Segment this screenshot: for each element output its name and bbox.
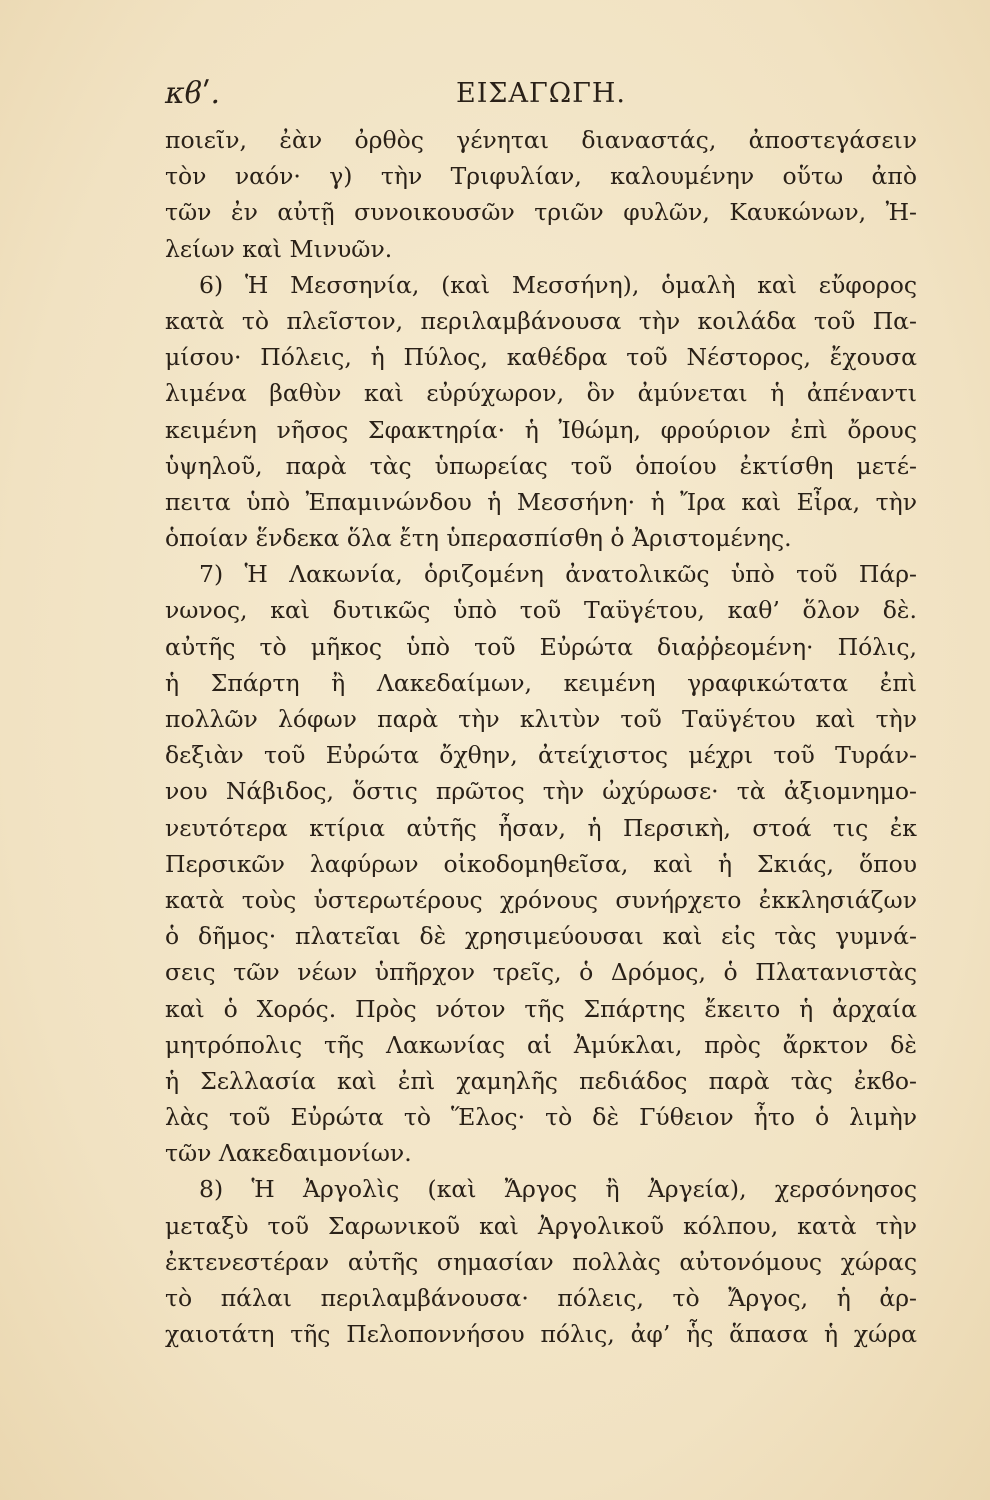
text-line: ὁποίαν ἕνδεκα ὅλα ἔτη ὑπερασπίσθη ὁ Ἀριστομένης. xyxy=(165,524,792,553)
text-line: πειτα ὑπὸ Ἐπαμινώνδου ἡ Μεσσήνη· ἡ Ἴρα καὶ Εἶρα, τὴν xyxy=(165,487,917,516)
text-line: καὶ ὁ Χορός. Πρὸς νότον τῆς Σπάρτης ἔκειτο ἡ ἀρχαία xyxy=(165,994,917,1023)
text-line: ἐκτενεστέραν αὐτῆς σημασίαν πολλὰς αὐτονόμους χώρας xyxy=(165,1247,917,1276)
text-line: μίσου· Πόλεις, ἡ Πύλος, καθέδρα τοῦ Νέστορος, ἔχουσα xyxy=(165,343,917,372)
text-line: ἡ Σπάρτη ἢ Λακεδαίμων, κειμένη γραφικώτατα ἐπὶ xyxy=(165,668,917,697)
text-line: τῶν ἐν αὐτῇ συνοικουσῶν τριῶν φυλῶν, Καυκώνων, Ἠ- xyxy=(165,198,917,227)
paragraph-start-6-messenia: 6) Ἡ Μεσσηνία, (καὶ Μεσσήνη), ὁμαλὴ καὶ εὔφορος xyxy=(199,270,917,299)
text-line: αὐτῆς τὸ μῆκος ὑπὸ τοῦ Εὐρώτα διαῤῥεομένη· Πόλις, xyxy=(165,632,917,661)
body-text xyxy=(165,122,917,1352)
text-line: κατὰ τοὺς ὑστερωτέρους χρόνους συνήρχετο ἐκκλησιάζων xyxy=(165,885,917,914)
running-title: ΕΙΣΑΓΩΓΗ. xyxy=(456,78,626,109)
text-line: τὸ πάλαι περιλαμβάνουσα· πόλεις, τὸ Ἄργος, ἡ ἀρ- xyxy=(165,1284,917,1312)
text-line: Περσικῶν λαφύρων οἰκοδομηθεῖσα, καὶ ἡ Σκιάς, ὅπου xyxy=(165,849,917,878)
text-line: λείων καὶ Μινυῶν. xyxy=(165,234,393,263)
text-line: κειμένη νῆσος Σφακτηρία· ἡ Ἰθώμη, φρούριον ἐπὶ ὄρους xyxy=(165,415,917,444)
text-line: πολλῶν λόφων παρὰ τὴν κλιτὺν τοῦ Ταϋγέτου καὶ τὴν xyxy=(165,705,917,733)
text-line: τὸν ναόν· γ) τὴν Τριφυλίαν, καλουμένην οὕτω ἀπὸ xyxy=(165,162,917,191)
text-line: μεταξὺ τοῦ Σαρωνικοῦ καὶ Ἀργολικοῦ κόλπου, κατὰ τὴν xyxy=(165,1211,917,1240)
paragraph-start-8-argolis: 8) Ἡ Ἀργολὶς (καὶ Ἄργος ἢ Ἀργεία), χερσόνησος xyxy=(199,1175,917,1204)
text-line: νωνος, καὶ δυτικῶς ὑπὸ τοῦ Ταϋγέτου, καθ’ ὅλον δὲ. xyxy=(165,596,917,625)
paragraph-start-7-lakonia: 7) Ἡ Λακωνία, ὁριζομένη ἀνατολικῶς ὑπὸ τοῦ Πάρ- xyxy=(199,560,917,589)
text-line: ποιεῖν, ἐὰν ὀρθὸς γένηται διαναστάς, ἀποστεγάσειν xyxy=(165,126,917,154)
text-line: λὰς τοῦ Εὐρώτα τὸ Ἕλος· τὸ δὲ Γύθειον ἦτο ὁ λιμὴν xyxy=(165,1103,917,1132)
text-line: δεξιὰν τοῦ Εὐρώτα ὄχθην, ἀτείχιστος μέχρι τοῦ Τυράν- xyxy=(165,741,917,770)
text-line: σεις τῶν νέων ὑπῆρχον τρεῖς, ὁ Δρόμος, ὁ Πλατανιστὰς xyxy=(165,958,917,987)
page-header xyxy=(165,76,917,116)
text-line: λιμένα βαθὺν καὶ εὐρύχωρον, ὃν ἀμύνεται ἡ ἀπέναντι xyxy=(165,379,917,408)
text-line: μητρόπολις τῆς Λακωνίας αἱ Ἀμύκλαι, πρὸς ἄρκτον δὲ xyxy=(165,1030,917,1059)
text-line: ἡ Σελλασία καὶ ἐπὶ χαμηλῆς πεδιάδος παρὰ τὰς ἐκϐο- xyxy=(165,1066,917,1095)
text-line: ὁ δῆμος· πλατεῖαι δὲ χρησιμεύουσαι καὶ εἰς τὰς γυμνά- xyxy=(165,922,917,951)
text-line: νευτότερα κτίρια αὐτῆς ἦσαν, ἡ Περσικὴ, στοά τις ἐκ xyxy=(165,813,917,842)
text-line: νου Νάβιδος, ὅστις πρῶτος τὴν ὠχύρωσε· τὰ ἀξιομνημο- xyxy=(165,777,917,806)
text-line: κατὰ τὸ πλεῖστον, περιλαμβάνουσα τὴν κοιλάδα τοῦ Πα- xyxy=(165,306,917,335)
page-number: κϐʹ. xyxy=(165,76,221,111)
text-line: χαιοτάτη τῆς Πελοποννήσου πόλις, ἀφ’ ἧς ἅπασα ἡ χώρα xyxy=(165,1320,917,1349)
text-line: τῶν Λακεδαιμονίων. xyxy=(165,1139,412,1168)
text-line: ὑψηλοῦ, παρὰ τὰς ὑπωρείας τοῦ ὁποίου ἐκτίσθη μετέ- xyxy=(165,451,917,480)
